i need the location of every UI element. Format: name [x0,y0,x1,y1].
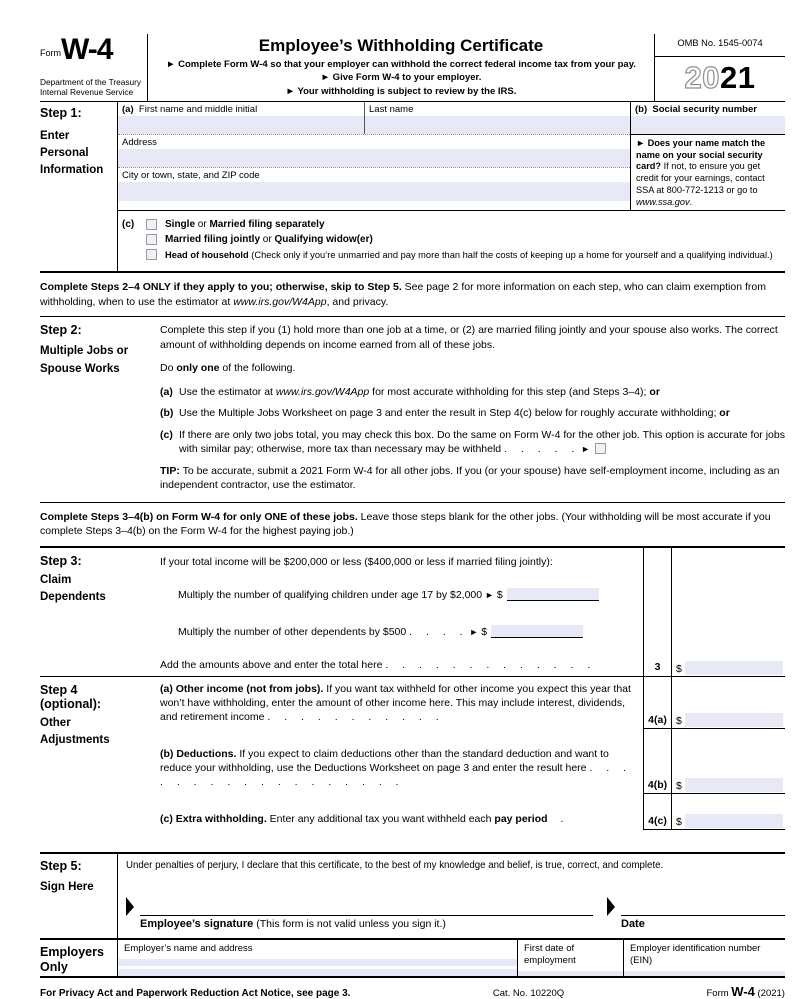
filing-single-label: Single or Married filing separately [165,219,325,231]
ssn-note-rest: If not, to ensure you get credit for your earnings, contact SSA at 800-772-1213 or go to [636,161,765,195]
city-label: City or town, state, and ZIP code [122,169,260,181]
first-date-label: First date of employment [524,942,576,966]
line-4c-box: 4(c) [648,814,667,827]
city-field[interactable] [118,168,630,201]
first-name-label: First name and middle initial [138,103,258,115]
step4-heading: Step 4 [40,682,78,697]
married-jointly-checkbox[interactable] [146,234,157,245]
step1-subheading: Enter Personal Information [40,129,104,177]
ssn-match-note [631,135,785,211]
employers-only-section [40,938,785,978]
header-bullet-3: ► Your withholding is subject to review by the IRS. [285,85,517,97]
form-word: Form [40,48,61,58]
last-name-label: Last name [369,103,414,115]
first-name-input[interactable] [118,116,364,134]
step1-section [40,102,785,274]
line-4b-amount-input[interactable] [685,778,783,792]
step2-option-a: (a) Use the estimator at www.irs.gov/W4App for most accurate withholding for this step (and Steps 3–4); or [160,385,660,398]
address-input[interactable] [118,149,630,167]
steps-3-4b-intro: Complete Steps 3–4(b) on Form W-4 for only ONE of these jobs. Leave those steps blank for the other jobs. (Your withholding will be most accurate if you complete Steps 3–4(b) on the Form W-4 for the highest paying job.) [40,510,771,538]
step3-dependents-line: Multiply the number of other dependents by $500 . . . . ► $ [160,612,643,648]
form-title: Employee’s Withholding Certificate [258,36,544,55]
form-year [655,57,785,96]
step5-subheading: Sign Here [40,880,94,893]
other-dependents-amount-input[interactable] [491,625,583,638]
step4-heading-2: (optional): [40,696,102,711]
step2-section [40,317,785,501]
step3-heading: Step 3: [40,553,82,568]
form-footer-id: Form W-4 (2021) [706,984,785,999]
step2-option-c: (c) If there are only two jobs total, you may check this box. Do the same on Form W-4 for the other job. This option is accurate for jobs with similar pay; otherwise, more tax than necessary may be withheld . . . . . ► [160,428,785,456]
ssn-note-bold: ► Does your name match the name on your social security card? [636,137,766,172]
leader-dots: . . . . . . . . . . . . . [385,658,592,671]
leader-dots: . . . . [409,625,464,638]
ssa-url: www.ssa.gov [636,196,690,207]
ssn-input[interactable] [631,116,785,134]
step3-total-line: Add the amounts above and enter the total here . . . . . . . . . . . . . [160,658,592,671]
employer-address-input[interactable] [118,969,517,976]
signature-arrow-icon [126,897,134,916]
year-outline: 20 [684,60,720,95]
step5-section [40,852,785,938]
step1-label [40,102,118,272]
page-footer [40,978,785,999]
filing-hoh-label: Head of household (Check only if you’re unmarried and pay more than half the costs of keeping up a home for yourself and a qualifying individual.) [165,249,773,260]
steps-2-4-intro: Complete Steps 2–4 ONLY if they apply to you; otherwise, skip to Step 5. See page 2 for more information on each step, who can claim exemption from withholding, when to use the estimator at www.irs.gov/W4App, and privacy. [40,281,766,308]
ssn-note-end: . [689,196,693,207]
employer-name-field[interactable] [118,940,517,976]
arrow-icon: ► [581,444,591,455]
year-solid: 21 [720,60,756,95]
employers-heading: Employers Only [40,944,104,975]
employer-name-label: Employer’s name and address [124,942,253,954]
omb-year-block [655,34,785,101]
form-number: W-4 [61,33,113,66]
two-jobs-checkbox[interactable] [595,443,606,454]
employer-name-input[interactable] [118,959,517,966]
perjury-declaration: Under penalties of perjury, I declare that this certificate, to the best of my knowledge and belief, is true, correct, and complete. [126,859,664,871]
first-date-input[interactable] [518,971,623,977]
step4-section [40,677,785,852]
step3-section [40,548,785,676]
c-code: (c) [122,219,135,231]
date-label: Date [621,917,645,930]
step2-tip: TIP: To be accurate, submit a 2021 Form W-4 for all other jobs. If you (or your spouse) have self-employment income, including as an independent contractor, use the estimator. [160,464,780,492]
dollar-sign: $ [676,815,682,828]
step1-heading: Step 1: [40,105,82,120]
step4a-text: (a) Other income (not from jobs). If you want tax withheld for other income you expect this year that won’t have withholding, enter the amount of other income here. This may include interest, dividends, and retirement income . . . . . . . . . . . [160,682,631,724]
ein-input[interactable] [624,971,785,977]
dollar-sign: $ [676,714,682,727]
privacy-notice: For Privacy Act and Paperwork Reduction Act Notice, see page 3. [40,988,351,999]
step2-paragraph-2: Do only one of the following. [160,362,296,375]
leader-dots: . . . . . . . . . . . [267,711,440,724]
step2-option-b: (b) Use the Multiple Jobs Worksheet on page 3 and enter the result in Step 4(c) below for roughly accurate withholding; or [160,407,730,420]
head-of-household-checkbox[interactable] [146,249,157,260]
dollar-sign: $ [676,779,682,792]
arrow-icon: ► [469,626,479,637]
leader-dots: . . . . . . . . . . . . . . . . . . [160,761,628,789]
arrow-icon: ► [485,589,494,600]
dollar-sign: $ [676,662,682,675]
date-arrow-icon [607,897,615,916]
leader-dots: . . . . . [504,443,576,456]
line-4a-amount-input[interactable] [685,713,783,727]
header-bullet-2: ► Give Form W-4 to your employer. [320,72,482,84]
form-header [40,34,785,102]
header-bullet-1: ► Complete Form W-4 so that your employer can withhold the correct federal income tax from your pay. [166,59,636,70]
line-3-amount-input[interactable] [685,661,783,675]
signature-label: Employee’s signature (This form is not valid unless you sign it.) [140,917,446,930]
address-label: Address [122,136,157,148]
city-input[interactable] [118,182,630,201]
step3-children-line: Multiply the number of qualifying children under age 17 by $2,000 ► $ [160,575,643,612]
step3-subheading: Claim Dependents [40,573,106,604]
omb-number: OMB No. 1545-0074 [655,34,785,57]
address-field[interactable] [118,135,630,167]
filing-status-group [118,211,785,271]
date-line-input[interactable] [621,898,785,916]
step5-heading: Step 5: [40,858,82,873]
leader-dots: . [547,812,565,825]
ssn-field[interactable] [631,102,785,135]
step4c-text: (c) Extra withholding. Enter any additional tax you want withheld each pay period . [160,812,565,825]
last-name-input[interactable] [365,116,630,134]
catalog-number: Cat. No. 10220Q [492,988,565,999]
single-checkbox[interactable] [146,219,157,230]
ein-label: Employer identification number (EIN) [630,942,761,966]
ssn-label: Social security number [652,103,757,115]
first-name-field[interactable] [118,102,365,134]
form-id-block [40,34,148,101]
department-line: Department of the Treasury [40,76,141,87]
ein-field[interactable] [623,940,785,976]
signature-line-input[interactable] [140,898,593,916]
line-4a-box: 4(a) [648,713,667,726]
agency-line: Internal Revenue Service [40,86,134,97]
line-4c-amount-input[interactable] [685,814,783,828]
step4b-text: (b) Deductions. If you expect to claim deductions other than the standard deduction and want to reduce your withholding, use the Deductions Worksheet on page 3 and enter the result here . . . . . . . . . . . . . . . . . . [160,747,628,789]
a-code: (a) [122,103,134,115]
step2-subheading: Multiple Jobs or Spouse Works [40,345,129,375]
step4-subheading: Other Adjustments [40,716,110,747]
filing-married-label: Married filing jointly or Qualifying widow(er) [165,234,373,246]
first-date-field[interactable] [517,940,623,976]
children-amount-input[interactable] [507,588,599,601]
form-title-block [148,34,655,101]
step3-intro: If your total income will be $200,000 or less ($400,000 or less if married filing jointly): [160,555,553,568]
b-code: (b) [635,103,648,115]
step2-heading: Step 2: [40,323,82,338]
line-3-box: 3 [654,660,661,673]
line-4b-box: 4(b) [647,778,668,791]
step2-paragraph-1: Complete this step if you (1) hold more than one job at a time, or (2) are married filing jointly and your spouse also works. The correct amount of withholding depends on income earned from all of these jobs. [160,324,778,351]
last-name-field[interactable] [365,102,630,134]
